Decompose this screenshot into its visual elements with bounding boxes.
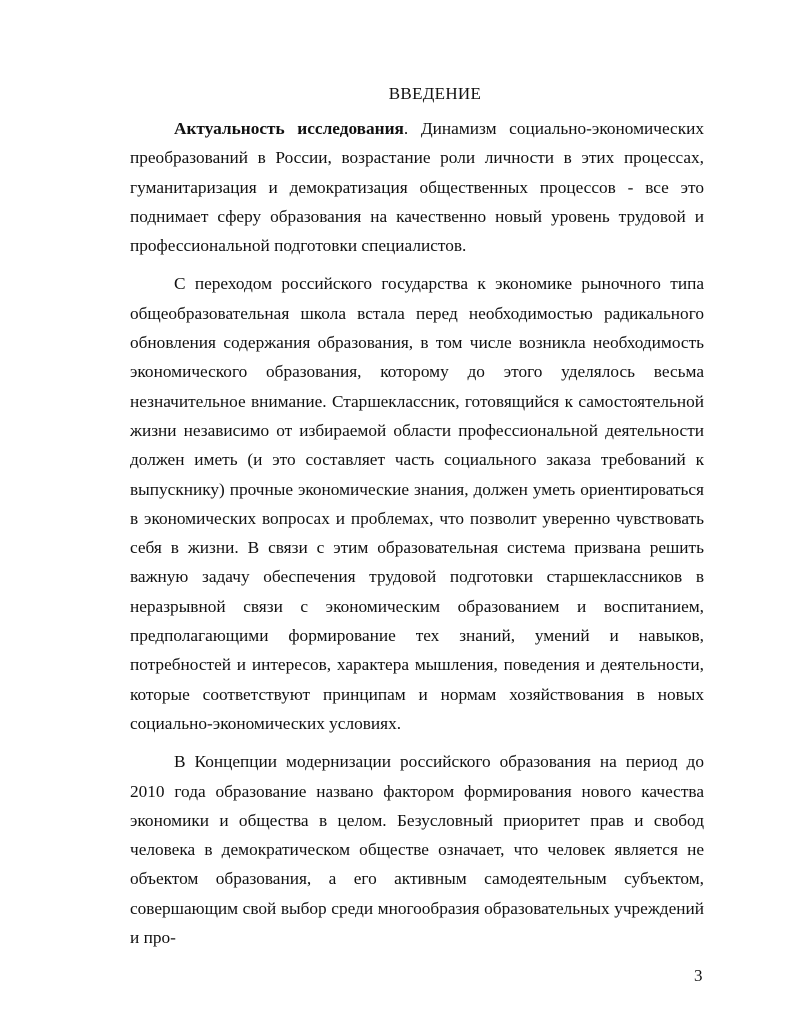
paragraph-market-economy: С переходом российского государства к экономике рыночного типа общеобразовательная школа встала перед необходимостью радикального обновления содержания образования, в том числе возникла необходимость экономического образования, которому до этого уделялось весьма незначительное внимание. Старшеклассник, готовящийся к самостоятельной жизни независимо от избираемой области профессиональной деятельности должен иметь (и это составляет часть социального заказа требований к выпускнику) прочные экономические знания, должен уметь ориентироваться в экономических вопросах и проблемах, что позволит уверенно чувствовать себя в жизни. В связи с этим образовательная система призвана решить важную задачу обеспечения трудовой подготовки старшеклассников в неразрывной связи с экономическим образованием и воспитанием, предполагающими формирование тех знаний, умений и навыков, потребностей и интересов, характера мышления, поведения и деятельности, которые соответствуют принципам и нормам хозяйствования в новых социально-экономических условиях. — [130, 274, 704, 733]
page-number: 3 — [694, 966, 703, 985]
paragraph-relevance — [130, 114, 704, 260]
paragraph-lead: Актуальность исследования — [174, 119, 404, 138]
section-heading: ВВЕДЕНИЕ — [388, 84, 482, 103]
body-text — [130, 114, 704, 961]
paragraph-concept: В Концепции модернизации российского образования на период до 2010 года образование названо фактором формирования нового качества экономики и общества в целом. Безусловный приоритет прав и свобод человека в демократическом обществе означает, что человек является не объектом образования, а его активным самодеятельным субъектом, совершающим свой выбор среди многообразия образовательных учреждений и про- — [130, 752, 704, 948]
paragraph-text: . Динамизм социально-экономических преобразований в России, возрастание роли личности в этих процессах, гуманитаризация и демократизация общественных процессов - все это поднимает сферу образования на качественно новый уровень трудовой и профессиональной подготовки специалистов. — [130, 119, 705, 256]
